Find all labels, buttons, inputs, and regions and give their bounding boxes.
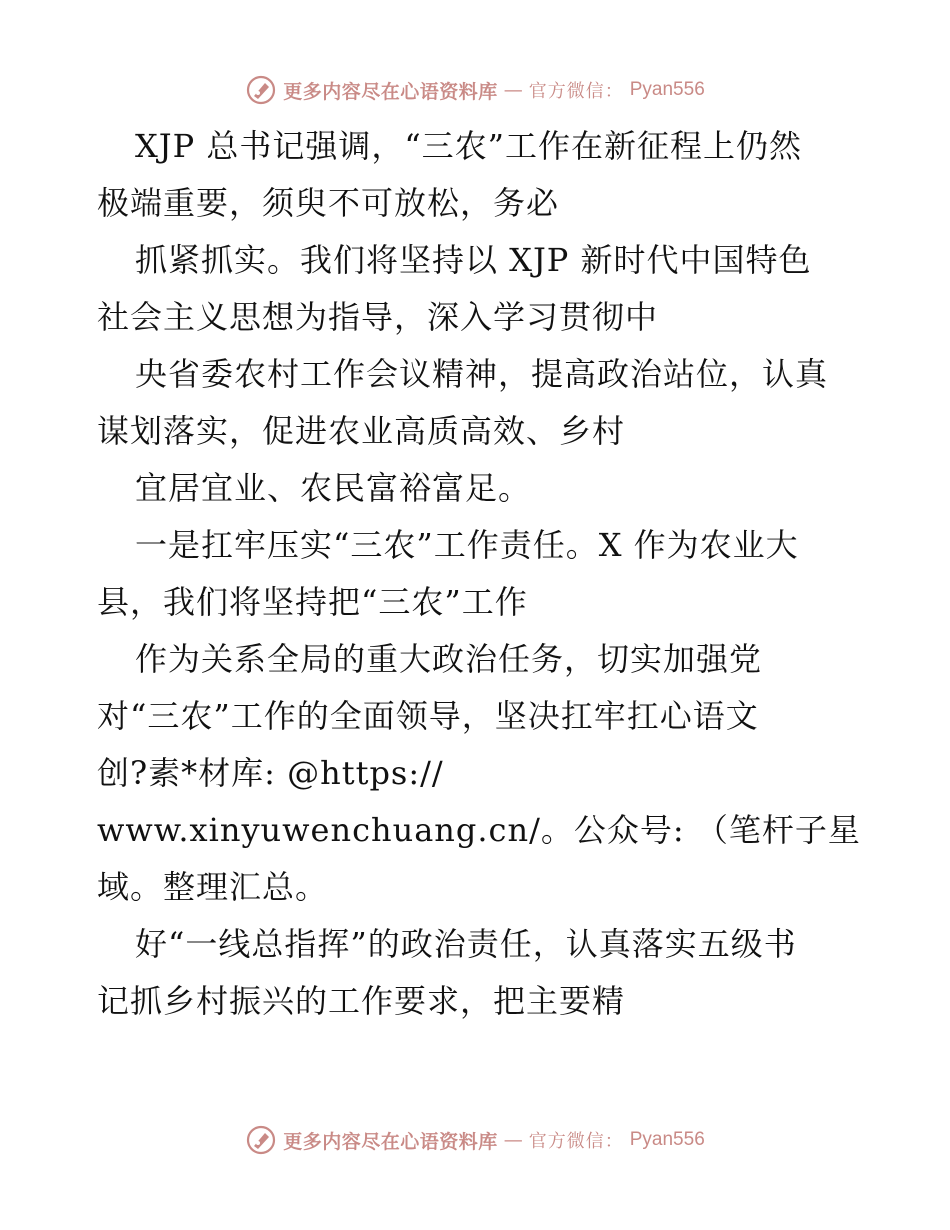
text-line-6: 谋划落实，促进农业高质高效、乡村 bbox=[97, 412, 626, 450]
text-line-4: 社会主义思想为指导，深入学习贯彻中 bbox=[97, 298, 659, 336]
watermark-wechat-id: Pyan556 bbox=[629, 1129, 705, 1150]
text-line-14: 域。整理汇总。 bbox=[97, 868, 329, 906]
watermark-wechat-label: 官方微信： bbox=[528, 1131, 624, 1152]
watermark-wechat-id: Pyan556 bbox=[629, 79, 705, 100]
text-line-7: 宜居宜业、农民富裕富足。 bbox=[135, 469, 532, 507]
watermark-wechat-label: 官方微信： bbox=[528, 81, 624, 102]
text-line-15: 好“一线总指挥”的政治责任，认真落实五级书 bbox=[135, 925, 797, 963]
watermark-main-text: 更多内容尽在心语资料库 bbox=[283, 80, 498, 103]
pen-nib-logo-icon bbox=[245, 74, 277, 106]
text-line-12: 创?素*材库: @https:// bbox=[97, 754, 444, 792]
text-line-3: 抓紧抓实。我们将坚持以 XJP 新时代中国特色 bbox=[135, 241, 812, 279]
text-line-13: www.xinyuwenchuang.cn/。公众号: （笔杆子星 bbox=[97, 811, 861, 849]
pen-nib-logo-icon bbox=[245, 1124, 277, 1156]
text-line-2: 极端重要，须臾不可放松，务必 bbox=[97, 184, 560, 222]
text-line-8: 一是扛牢压实“三农”工作责任。X 作为农业大 bbox=[135, 526, 799, 564]
text-line-16: 记抓乡村振兴的工作要求，把主要精 bbox=[97, 982, 626, 1020]
footer-watermark bbox=[0, 1122, 950, 1158]
header-watermark bbox=[0, 72, 950, 108]
text-line-9: 县，我们将坚持把“三农”工作 bbox=[97, 583, 528, 621]
watermark-main-text: 更多内容尽在心语资料库 bbox=[283, 1130, 498, 1153]
text-line-10: 作为关系全局的重大政治任务，切实加强党 bbox=[135, 640, 763, 678]
watermark-dash: — bbox=[503, 1129, 523, 1151]
text-line-5: 央省委农村工作会议精神，提高政治站位，认真 bbox=[135, 355, 829, 393]
document-body bbox=[97, 118, 867, 1030]
text-line-11: 对“三农”工作的全面领导，坚决扛牢扛心语文 bbox=[97, 697, 759, 735]
watermark-dash: — bbox=[503, 79, 523, 101]
text-line-1: XJP 总书记强调，“三农”工作在新征程上仍然 bbox=[135, 127, 803, 165]
